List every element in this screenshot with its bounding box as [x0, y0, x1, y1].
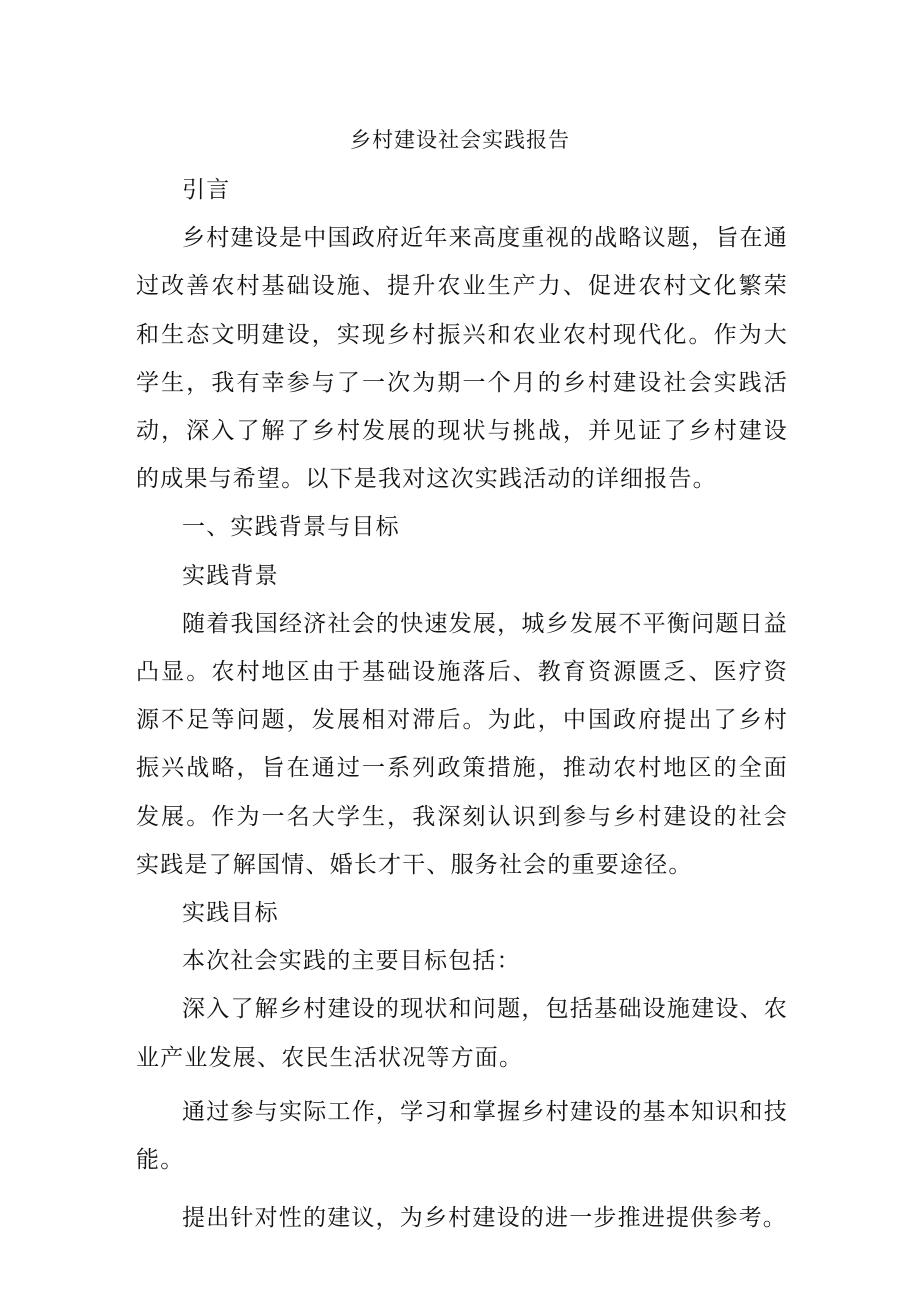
paragraph-goals-intro: 本次社会实践的主要目标包括： [182, 948, 521, 975]
document-body [136, 166, 788, 1242]
paragraph-intro: 乡村建设是中国政府近年来高度重视的战略议题，旨在通过改善农村基础设施、提升农业生产力、促进农村文化繁荣和生态文明建设，实现乡村振兴和农业农村现代化。作为大学生，我有幸参与了一次为期一个月的乡村建设社会实践活动，深入了解了乡村发展的现状与挑战，并见证了乡村建设的成果与希望。以下是我对这次实践活动的详细报告。 [136, 225, 788, 493]
paragraph-background: 随着我国经济社会的快速发展，城乡发展不平衡问题日益凸显。农村地区由于基础设施落后、教育资源匮乏、医疗资源不足等问题，发展相对滞后。为此，中国政府提出了乡村振兴战略，旨在通过一系列政策措施，推动农村地区的全面发展。作为一名大学生，我深刻认识到参与乡村建设的社会实践是了解国情、婚长才干、服务社会的重要途径。 [136, 610, 788, 878]
subheading-background: 实践背景 [182, 562, 279, 589]
goal-item-1: 深入了解乡村建设的现状和问题，包括基础设施建设、农业产业发展、农民生活状况等方面。 [136, 996, 788, 1071]
document-title: 乡村建设社会实践报告 [350, 128, 570, 152]
section-heading-background-goals: 一、实践背景与目标 [182, 514, 400, 541]
section-heading-intro: 引言 [182, 177, 231, 203]
goal-item-3: 提出针对性的建议，为乡村建设的进一步推进提供参考。 [182, 1205, 787, 1232]
goal-item-2: 通过参与实际工作，学习和掌握乡村建设的基本知识和技能。 [136, 1098, 788, 1174]
subheading-goals: 实践目标 [182, 900, 279, 927]
